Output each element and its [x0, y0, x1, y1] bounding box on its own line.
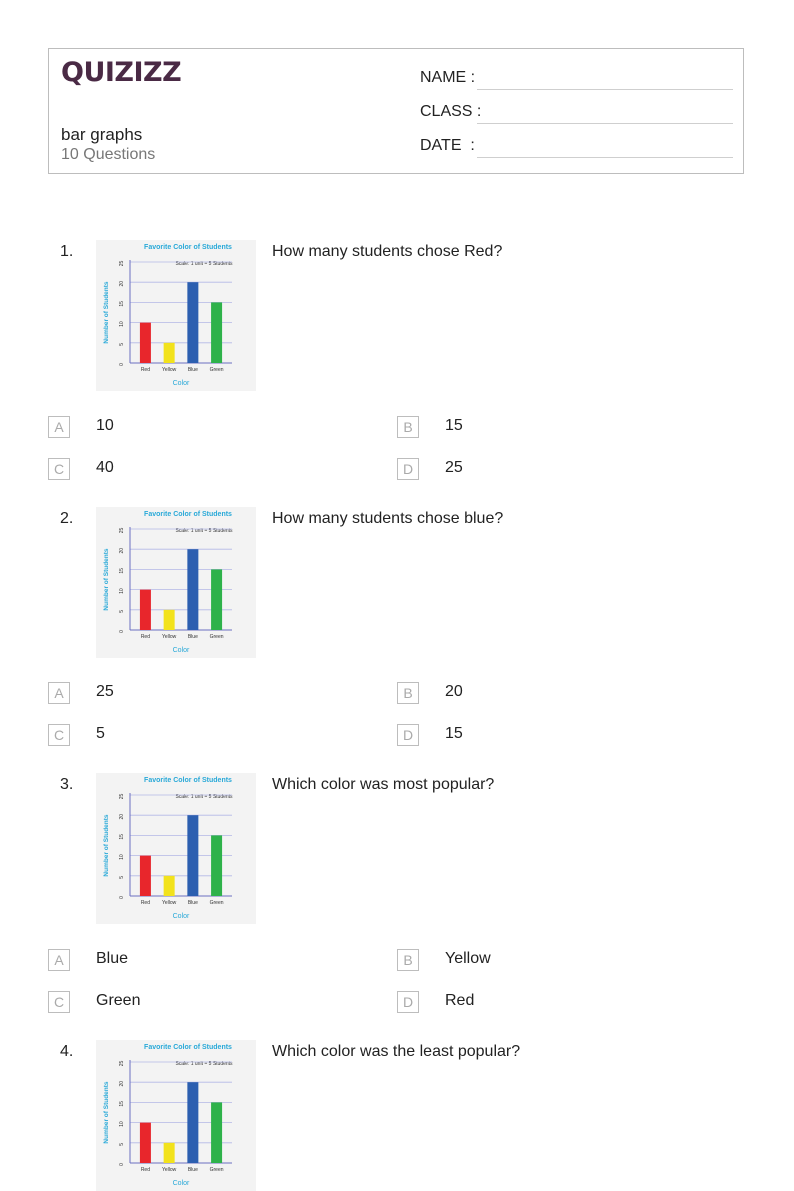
date-label: DATE : — [420, 137, 475, 154]
x-tick-label: Yellow — [161, 634, 177, 640]
chart-scale-note: Scale: 1 unit = 5 Students — [175, 1061, 233, 1067]
option-text: 40 — [96, 459, 114, 476]
bar-red — [140, 590, 151, 630]
x-tick-label: Green — [209, 634, 224, 640]
y-tick-label: 20 — [119, 813, 125, 820]
x-tick-label: Red — [140, 634, 151, 640]
option-text: Red — [445, 992, 475, 1009]
bar-red — [140, 323, 151, 363]
y-tick-label: 5 — [119, 342, 125, 346]
bar-yellow — [164, 876, 175, 896]
chart-scale-note: Scale: 1 unit = 5 Students — [175, 528, 233, 534]
y-tick-label: 15 — [119, 834, 125, 840]
bar-blue — [187, 1082, 198, 1163]
y-tick-label: 5 — [119, 1142, 125, 1146]
x-tick-label: Yellow — [161, 900, 177, 906]
bar-yellow — [164, 343, 175, 363]
bar-chart-image — [96, 240, 256, 391]
question-text: How many students chose Red? — [272, 243, 503, 260]
name-line — [477, 89, 733, 90]
bar-chart-image — [96, 507, 256, 658]
x-tick-label: Red — [140, 900, 151, 906]
worksheet-title: bar graphs — [61, 125, 143, 144]
date-line — [477, 157, 733, 158]
bar-red — [140, 856, 151, 896]
question-text: Which color was most popular? — [272, 776, 495, 793]
y-tick-label: 10 — [119, 588, 125, 594]
y-tick-label: 0 — [119, 363, 125, 366]
option-text: 25 — [96, 683, 114, 700]
y-axis-label: Number of Students — [103, 548, 110, 611]
option-letter: A — [48, 682, 70, 704]
question-count: 10 Questions — [61, 146, 156, 163]
bar-chart-svg — [96, 240, 256, 391]
bar-red — [140, 1123, 151, 1163]
x-tick-label: Blue — [187, 634, 198, 640]
bar-yellow — [164, 610, 175, 630]
chart-scale-note: Scale: 1 unit = 5 Students — [175, 794, 233, 800]
y-axis-label: Number of Students — [103, 1081, 110, 1144]
x-tick-label: Yellow — [161, 367, 177, 373]
y-tick-label: 10 — [119, 854, 125, 860]
y-tick-label: 20 — [119, 1080, 125, 1087]
question-number: 4. — [60, 1043, 74, 1060]
bar-green — [211, 569, 222, 630]
option-letter: A — [48, 416, 70, 438]
option-text: Green — [96, 992, 141, 1009]
option-text: 15 — [445, 417, 463, 434]
option-text: Yellow — [445, 950, 491, 967]
x-tick-label: Red — [140, 367, 151, 373]
question-text: Which color was the least popular? — [272, 1043, 521, 1060]
option-letter: D — [397, 724, 419, 746]
x-tick-label: Yellow — [161, 1167, 177, 1173]
question-number: 2. — [60, 510, 74, 527]
x-axis-label: Color — [172, 913, 190, 920]
x-tick-label: Green — [209, 900, 224, 906]
y-tick-label: 5 — [119, 609, 125, 613]
option-letter: C — [48, 991, 70, 1013]
x-tick-label: Red — [140, 1167, 151, 1173]
x-axis-label: Color — [172, 380, 190, 387]
y-axis-label: Number of Students — [103, 814, 110, 877]
y-tick-label: 25 — [119, 527, 125, 534]
bar-chart-image — [96, 773, 256, 924]
chart-title: Favorite Color of Students — [144, 244, 232, 251]
y-tick-label: 15 — [119, 1101, 125, 1107]
option-letter: B — [397, 949, 419, 971]
chart-scale-note: Scale: 1 unit = 5 Students — [175, 261, 233, 267]
x-tick-label: Green — [209, 1167, 224, 1173]
y-tick-label: 25 — [119, 260, 125, 267]
y-tick-label: 10 — [119, 321, 125, 327]
option-letter: A — [48, 949, 70, 971]
bar-chart-svg — [96, 507, 256, 658]
bar-green — [211, 302, 222, 363]
y-tick-label: 0 — [119, 630, 125, 633]
bar-blue — [187, 815, 198, 896]
option-text: 25 — [445, 459, 463, 476]
bar-blue — [187, 549, 198, 630]
option-text: 20 — [445, 683, 463, 700]
bar-green — [211, 1102, 222, 1163]
chart-title: Favorite Color of Students — [144, 777, 232, 784]
y-tick-label: 25 — [119, 793, 125, 800]
option-text: Blue — [96, 950, 129, 967]
x-tick-label: Blue — [187, 367, 198, 373]
y-tick-label: 15 — [119, 568, 125, 574]
question-number: 1. — [60, 243, 74, 260]
class-label: CLASS : — [420, 103, 482, 120]
x-axis-label: Color — [172, 647, 190, 654]
option-letter: C — [48, 724, 70, 746]
option-letter: C — [48, 458, 70, 480]
y-axis-label: Number of Students — [103, 281, 110, 344]
option-text: 10 — [96, 417, 114, 434]
y-tick-label: 10 — [119, 1121, 125, 1127]
x-tick-label: Green — [209, 367, 224, 373]
bar-chart-svg — [96, 773, 256, 924]
x-tick-label: Blue — [187, 900, 198, 906]
option-letter: B — [397, 416, 419, 438]
x-axis-label: Color — [172, 1180, 190, 1187]
worksheet-header — [48, 48, 744, 174]
bar-chart-image — [96, 1040, 256, 1187]
chart-title: Favorite Color of Students — [144, 511, 232, 518]
option-letter: D — [397, 458, 419, 480]
y-tick-label: 15 — [119, 301, 125, 307]
bar-yellow — [164, 1143, 175, 1163]
y-tick-label: 20 — [119, 547, 125, 554]
option-text: 15 — [445, 725, 463, 742]
option-letter: D — [397, 991, 419, 1013]
question-number: 3. — [60, 776, 74, 793]
x-tick-label: Blue — [187, 1167, 198, 1173]
y-tick-label: 0 — [119, 1163, 125, 1166]
chart-title: Favorite Color of Students — [144, 1044, 232, 1051]
option-letter: B — [397, 682, 419, 704]
quizizz-logo: QUIZIZZ — [61, 57, 182, 88]
bar-chart-svg — [96, 1040, 256, 1191]
y-tick-label: 20 — [119, 280, 125, 287]
y-tick-label: 25 — [119, 1060, 125, 1067]
bar-blue — [187, 282, 198, 363]
option-text: 5 — [96, 725, 105, 742]
name-label: NAME : — [420, 69, 476, 86]
y-tick-label: 5 — [119, 875, 125, 879]
y-tick-label: 0 — [119, 896, 125, 899]
bar-green — [211, 835, 222, 896]
class-line — [477, 123, 733, 124]
question-text: How many students chose blue? — [272, 510, 504, 527]
